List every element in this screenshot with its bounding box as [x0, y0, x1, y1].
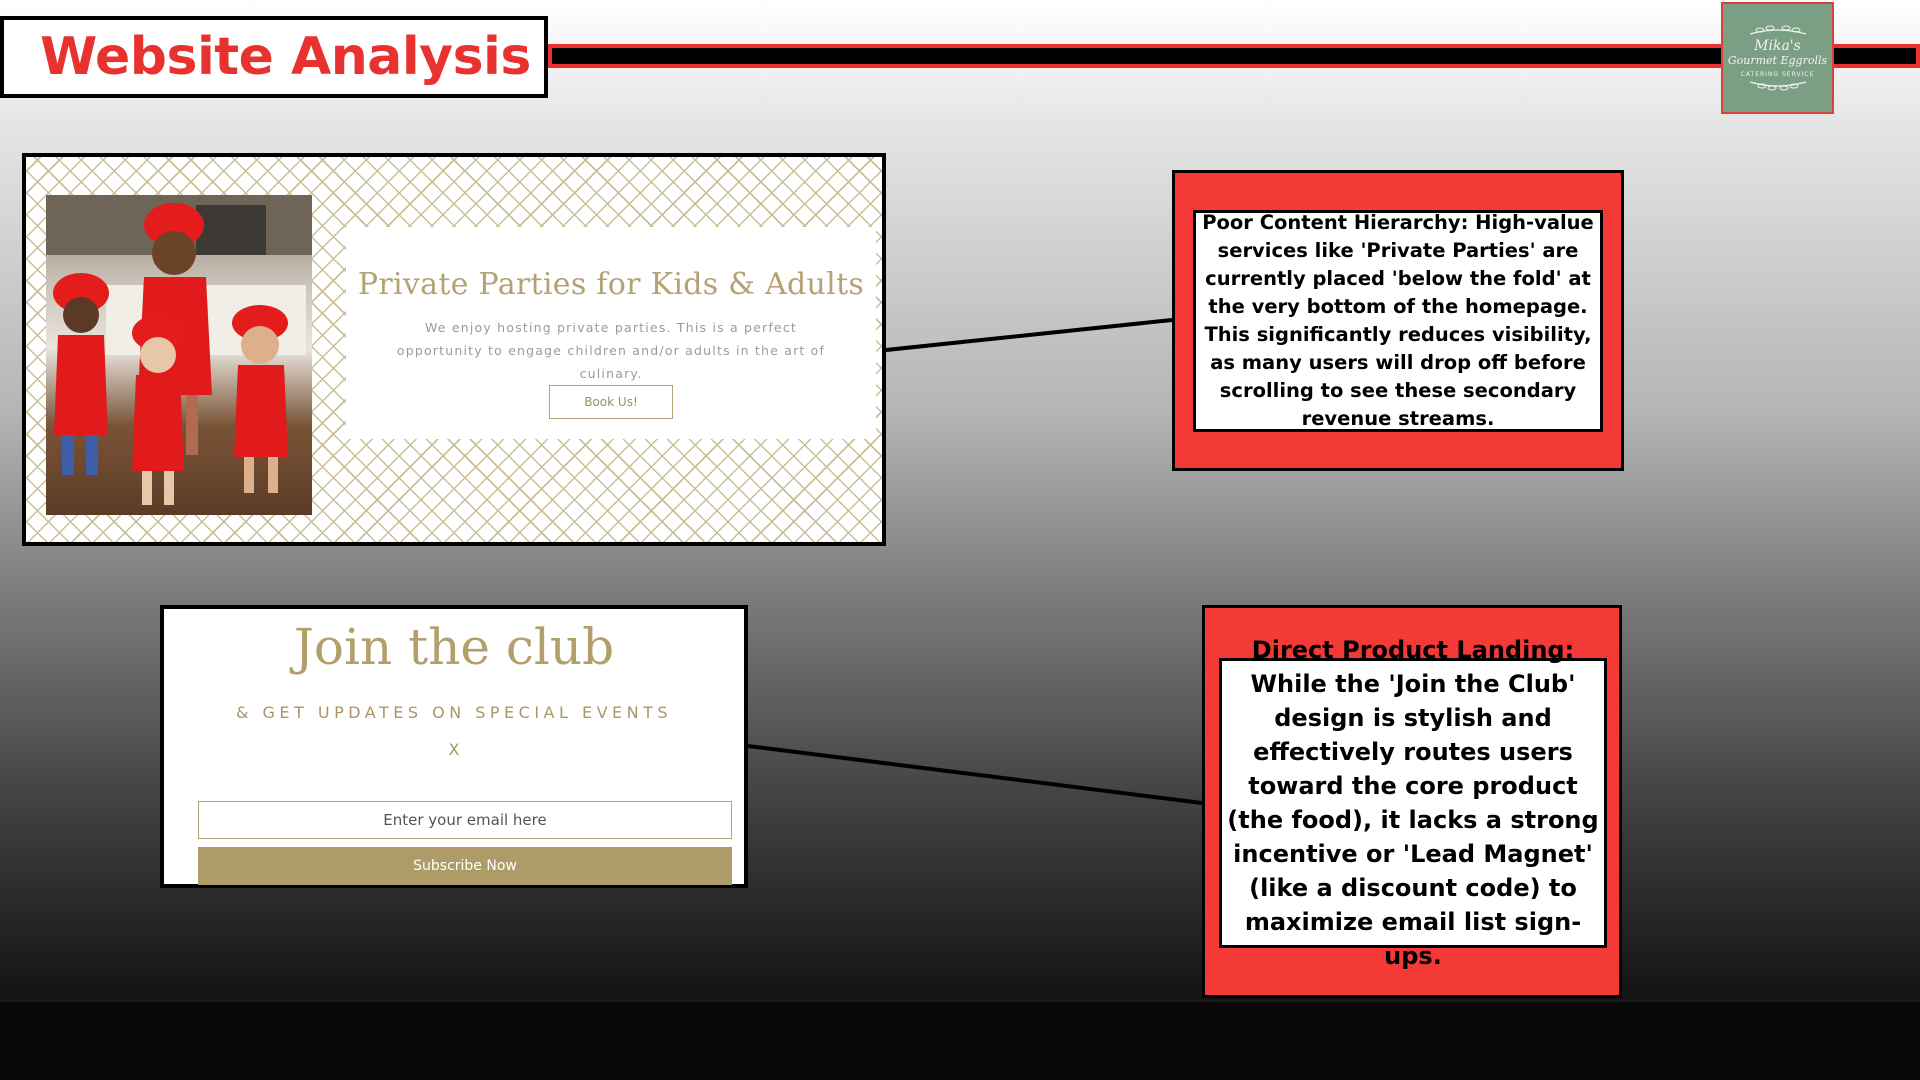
subscribe-now-button[interactable]: Subscribe Now — [198, 847, 732, 885]
logo-tagline: CATERING SERVICE — [1740, 71, 1815, 78]
callout-product-landing — [1202, 605, 1622, 998]
connector-line-1 — [886, 320, 1172, 350]
callout-content-hierarchy — [1172, 170, 1624, 471]
private-parties-heading: Private Parties for Kids & Adults — [357, 267, 865, 302]
join-club-heading: Join the club — [293, 618, 615, 676]
private-parties-description: We enjoy hosting private parties. This is a perfect opportunity to engage children and/or adults in the art of culinary. — [396, 320, 826, 381]
join-club-subheading: & GET UPDATES ON SPECIAL EVENTS — [235, 703, 673, 722]
logo-subtitle: Gourmet Eggrolls — [1727, 54, 1828, 67]
book-us-button[interactable]: Book Us! — [549, 385, 673, 419]
callout-text-box — [1193, 210, 1603, 432]
page-title: Website Analysis — [40, 27, 531, 87]
logo-name: Mika's — [1754, 38, 1801, 54]
callout-text: Direct Product Landing: While the 'Join the Club' design is stylish and effectively routes users toward the core product (the food), it lacks a strong incentive or 'Lead Magnet' (like a discount code) to maximize email list sign-ups. — [1227, 636, 1599, 970]
join-club-separator: X — [448, 740, 460, 759]
callout-text-box — [1219, 636, 1607, 970]
callout-text: Poor Content Hierarchy: High-value services like 'Private Parties' are currently placed 'below the fold' at the very bottom of the homepage. This significantly reduces visibility, as many users will drop off before scrolling to see these secondary revenue streams. — [1202, 211, 1594, 430]
connector-line-2 — [748, 746, 1202, 803]
